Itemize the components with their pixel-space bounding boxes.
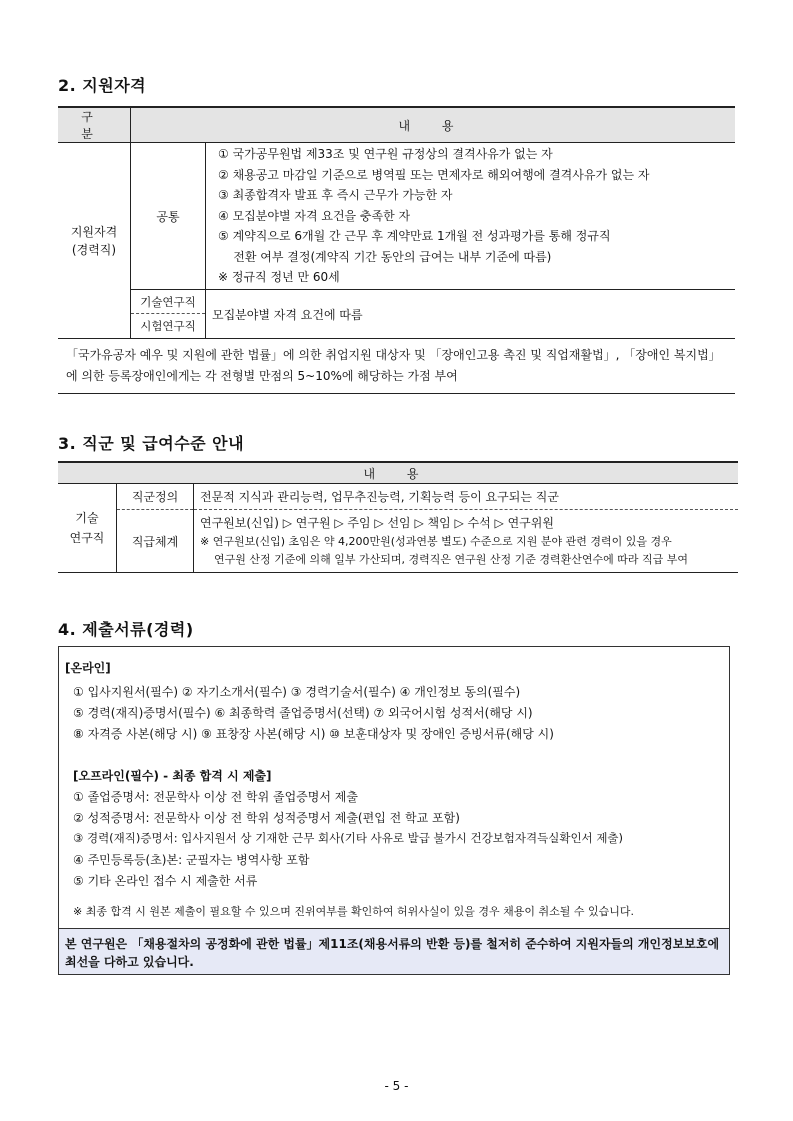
bonus-points-note: 「국가유공자 예우 및 지원에 관한 법률」에 의한 취업지원 대상자 및 「장애인고용 촉진 및 직업재활법」, 「장애인 복지법」에 의한 등록장애인에게는 각 전형별 만점의 5~10%에 해당하는 가점 부여	[66, 348, 721, 383]
job-group-label: 기술 연구직	[58, 484, 117, 573]
requirement-item: ④ 모집분야별 자격 요건을 충족한 자	[218, 208, 411, 223]
salary-note-line2: 연구원 산정 기준에 의해 일부 가산되며, 경력직은 연구원 산정 기준 경력환산연수에 따라 직급 부여	[214, 553, 688, 566]
original-documents-notice: ※ 최종 합격 시 원본 제출이 필요할 수 있으며 진위여부를 확인하여 허위사실이 있을 경우 채용이 취소될 수 있습니다.	[73, 905, 634, 918]
common-requirements	[206, 143, 736, 290]
header-gubun: 구 분	[58, 107, 131, 143]
definition-label: 직군정의	[117, 484, 194, 510]
online-row: ⑧ 자격증 사본(해당 시) ⑨ 표창장 사본(해당 시) ⑩ 보훈대상자 및 장애인 증빙서류(해당 시)	[73, 727, 554, 741]
offline-row: ④ 주민등록등(초)본: 군필자는 병역사항 포함	[73, 853, 310, 867]
tech-research-label: 기술연구직	[131, 290, 206, 314]
salary-note-line1: ※ 연구원보(신입) 초임은 약 4,200만원(성과연봉 별도) 수준으로 지원 분야 관련 경력이 있을 경우	[200, 535, 672, 548]
offline-row: ⑤ 기타 온라인 접수 시 제출한 서류	[73, 874, 258, 888]
offline-title: [오프라인(필수) - 최종 합격 시 제출]	[73, 769, 272, 783]
offline-row: ② 성적증명서: 전문학사 이상 전 학위 성적증명서 제출(편입 전 학교 포함)	[73, 811, 460, 825]
section-3-title: 3. 직군 및 급여수준 안내	[58, 434, 245, 453]
offline-row: ③ 경력(재직)증명서: 입사지원서 상 기재한 근무 회사(기타 사유로 발급 불가시 건강보험자격득실확인서 제출)	[73, 831, 624, 845]
privacy-statement: 본 연구원은 「채용절차의 공정화에 관한 법률」제11조(채용서류의 반환 등)를 철저히 준수하여 지원자들의 개인정보보호에 최선을 다하고 있습니다.	[59, 928, 729, 974]
section-4-title: 4. 제출서류(경력)	[58, 620, 194, 639]
definition-content: 전문적 지식과 관리능력, 업무추진능력, 기획능력 등이 요구되는 직군	[200, 490, 559, 504]
requirement-item: ③ 최종합격자 발표 후 즉시 근무가 가능한 자	[218, 188, 453, 203]
header-content: 내 용	[58, 462, 738, 484]
requirement-item: ① 국가공무원법 제33조 및 연구원 규정상의 결격사유가 없는 자	[218, 147, 553, 162]
requirement-item: ② 채용공고 마감일 기준으로 병역필 또는 면제자로 해외여행에 결격사유가 없는 자	[218, 167, 650, 182]
rank-system-content	[194, 510, 739, 573]
group-label: 지원자격 (경력직)	[58, 143, 131, 339]
online-title: [온라인]	[65, 661, 111, 675]
rank-sequence: 연구원보(신입) ▷ 연구원 ▷ 주임 ▷ 선임 ▷ 책임 ▷ 수석 ▷ 연구위원	[200, 516, 554, 530]
eligibility-table	[58, 106, 735, 394]
page-number: - 5 -	[384, 1079, 409, 1093]
online-row: ① 입사지원서(필수) ② 자기소개서(필수) ③ 경력기술서(필수) ④ 개인정보 동의(필수)	[73, 685, 521, 699]
requirement-item: ⑤ 계약직으로 6개월 간 근무 후 계약만료 1개월 전 성과평가를 통해 정규직	[218, 229, 611, 244]
field-requirement: 모집분야별 자격 요건에 따름	[206, 290, 736, 339]
section-2-title: 2. 지원자격	[58, 76, 147, 95]
requirement-item: 전환 여부 결정(계약직 기간 동안의 급여는 내부 기준에 따름)	[218, 249, 552, 264]
documents-box	[58, 646, 730, 975]
test-research-label: 시험연구직	[131, 314, 206, 339]
rank-system-label: 직급체계	[117, 510, 194, 573]
common-label: 공통	[131, 143, 206, 290]
offline-row: ① 졸업증명서: 전문학사 이상 전 학위 졸업증명서 제출	[73, 790, 358, 804]
online-row: ⑤ 경력(재직)증명서(필수) ⑥ 최종학력 졸업증명서(선택) ⑦ 외국어시험 성적서(해당 시)	[73, 706, 533, 720]
job-grade-table	[58, 461, 738, 573]
header-content: 내 용	[131, 107, 736, 143]
retirement-note: ※ 정규직 정년 만 60세	[218, 270, 340, 285]
